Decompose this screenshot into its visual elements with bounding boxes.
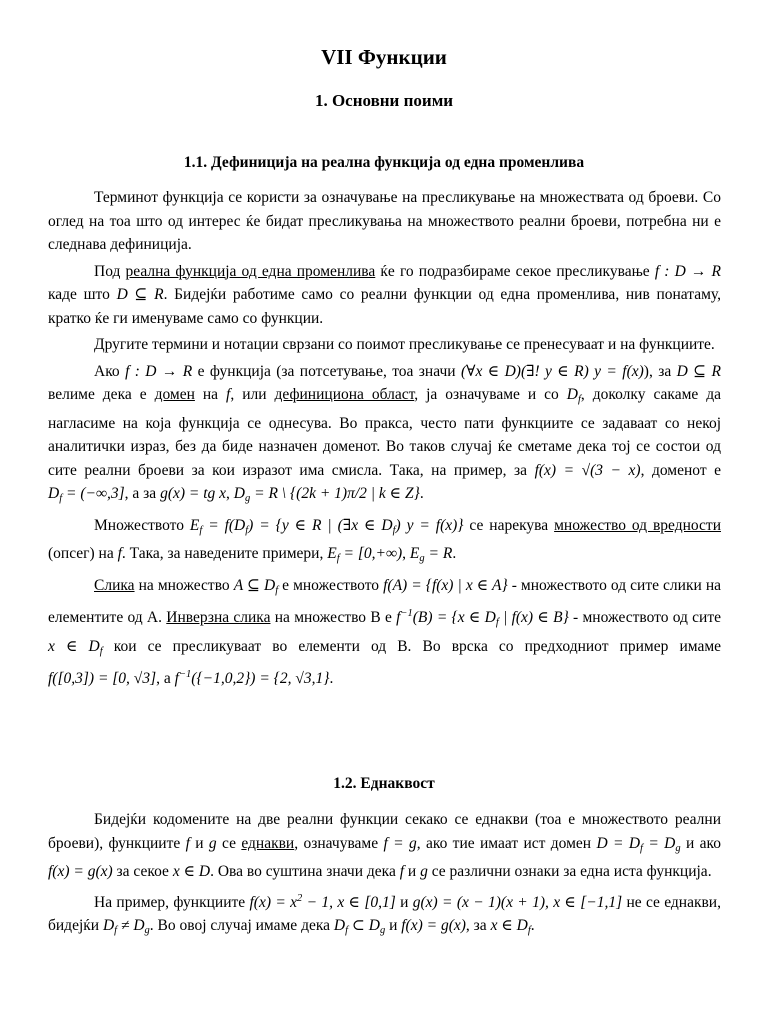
text-run: . Во овој случај имаме дека [149,917,334,934]
math-subscript: f [245,524,249,536]
math-symbol: ) y = f(x)} [395,516,464,534]
paragraph [48,887,721,943]
math-subscript: f [577,394,581,405]
math-subscript: g [144,925,150,936]
math-formula: g(x) = (x − 1)(x + 1), x ∈ [−1,1] [412,893,623,911]
math-formula: f([0,3]) = [0, √3] [48,670,157,687]
math-formula [103,917,150,934]
text-run: , [402,545,410,562]
math-formula: f(x) = g(x) [48,863,113,880]
math-formula: x ∈ D [172,863,211,880]
math-symbol: = D [642,834,676,852]
paragraph [48,574,721,691]
text-run: и [385,917,402,934]
math-subscript: f [99,645,103,657]
text-run: , [226,485,234,502]
math-formula: f [399,863,405,880]
text-run: , ја означуваме и со [414,386,567,403]
text-run: Ако [94,362,126,380]
math-formula [396,609,569,626]
math-symbol: A ⊆ D [233,576,276,594]
math-formula: f(x) = g(x) [401,917,466,934]
text-run: - множеството од сите слики на елементите од А. [48,576,721,626]
math-subscript: f [527,925,531,936]
text-run: ), за [643,362,677,380]
math-subscript: f [275,584,279,596]
math-symbol: ) = {y ∈ R | (∃x ∈ D [248,516,393,534]
math-formula [48,638,103,655]
math-symbol: − 1, x ∈ [0,1] [302,893,396,911]
math-subscript: f [336,553,340,564]
text-run: На пример, функциите [94,893,250,911]
math-symbol: | f(x) ∈ B} [498,609,569,626]
chapter-title: VII Функции [321,45,447,69]
text-run: . [419,485,424,502]
text-run: (опсег) на [48,545,118,562]
text-run: . Така, за наведените примери, [121,545,328,562]
term-image: Слика [94,576,135,594]
text-run: , а [156,670,175,687]
text-run: се нарекува [463,516,555,534]
paragraph: Другите термини и нотации сврзани со поимот пресликување се пренесуваат и на функциите. [94,336,715,353]
term-definition-area: дефинициона област [274,386,415,403]
math-subscript: f [59,493,63,504]
math-formula [491,917,531,934]
math-symbol: D [566,386,578,403]
math-formula [234,485,420,502]
section-title: 1. Основни поими [314,91,454,110]
text-run: и [189,834,209,852]
text-run: и [404,863,421,880]
math-formula [234,577,278,594]
term-equal: еднакви [241,834,295,852]
math-formula: g [420,863,428,880]
text-run: , доколку сакаме да нагласиме на која функција се однесува. Во пракса, често пати функциите се задаваат со некој аналитички израз, без да биде назначен доменот. Во таков случај ќе сметаме дека тој се состои од сите реални броеви за кои изразот има смисла. Така, на пример, за [48,386,722,479]
math-symbol: D = D [596,834,641,852]
math-symbol: E [409,545,420,562]
text-run: и ако [680,834,721,852]
text-run: на множество В е [270,609,397,626]
math-symbol: D [333,917,346,934]
math-formula: f : D → R [654,262,721,280]
math-subscript: f [199,524,203,536]
math-formula [334,917,385,934]
math-symbol: = R \ {(2k + 1)π/2 | k ∈ Z} [250,485,420,502]
text-run: на [194,386,227,403]
term-range: множество од вредности [554,516,721,534]
text-run: Под [94,262,126,280]
math-symbol: = R [424,545,453,562]
math-symbol: E [327,545,337,562]
math-superscript: 2 [297,892,303,904]
text-run: . Ова во суштина значи дека [210,863,400,880]
subsection-title-1-1: 1.1. Дефиниција на реална функција од една променлива [183,154,585,171]
math-symbol: f [174,670,179,687]
term-domain: домен [154,386,195,403]
math-formula [327,545,402,562]
math-symbol: D [233,485,245,502]
math-symbol: ⊂ D [348,917,380,934]
math-formula: f(x) = √(3 − x) [534,461,641,479]
math-symbol: (B) = {x ∈ D [412,609,496,626]
text-run: , или [230,386,275,403]
math-formula: g [208,834,217,852]
math-formula: g(x) = tg x [160,485,227,502]
text-run: каде што [48,286,117,303]
math-subscript: f [495,617,499,628]
math-symbol: f(x) = x [249,893,298,911]
text-run: на множество [134,576,234,594]
text-run: е множеството [278,576,384,594]
paragraph [48,260,721,331]
math-symbol: = f(D [202,516,246,534]
math-formula: f : D → R [125,362,193,380]
math-symbol: = (−∞,3] [62,485,125,502]
text-run: Бидејќи кодомените на две реални функции секако се еднакви (тоа е множеството реални броеви), функциите [48,811,721,852]
text-run: е функција (за потсетување, тоа значи [192,362,461,380]
math-symbol: ({−1,0,2}) = {2, √3,1} [191,670,330,687]
math-formula [175,670,330,687]
text-run: за секое [112,863,173,880]
text-run: . [452,545,457,562]
text-run: се [216,834,242,852]
text-run: не се еднакви, бидејќи [48,893,721,934]
paragraph [48,514,721,571]
math-formula: D ⊆ R [676,362,722,380]
math-formula: f = g [383,834,417,852]
paragraph [48,808,721,884]
math-formula [567,386,581,403]
math-symbol: f [396,609,401,626]
math-formula [410,545,452,562]
math-symbol: x ∈ D [48,637,100,655]
math-symbol: x ∈ D [490,917,528,934]
math-subscript: f [345,925,349,936]
math-formula: f [117,545,122,562]
math-formula: f(A) = {f(x) | x ∈ A} [383,576,508,594]
subsection-title-1-2: 1.2. Еднаквост [333,775,435,792]
math-symbol: D [102,917,115,934]
text-run: , а за [124,485,161,502]
math-formula: (∀x ∈ D)(∃! y ∈ R) y = f(x) [460,362,644,380]
paragraph [48,360,721,511]
text-run: се различни ознаки за една иста функција. [427,863,712,880]
text-run: велиме дека е [48,386,155,403]
math-subscript: g [675,842,681,854]
text-run: . Бидејќи работиме само со реални функции од една променлива, нив понатаму, кратко ќе ги именуваме само со функции. [48,286,721,327]
math-formula: f [226,386,231,403]
text-run: кои се пресликуваат во елементи од В. Во врска со предходниот пример имаме [102,637,722,655]
text-run: - множеството од сите [568,609,722,626]
paragraph: Терминот функција се користи за означување на пресликување на множествата од броеви. Со оглед на тоа што од интерес ќе бидат пресликувања на множеството реални броеви, потребна ни е следнава дефиниција. [48,189,721,253]
math-formula [190,517,464,534]
section-1-2-body [48,808,721,946]
math-subscript: f [114,925,118,936]
math-superscript: −1 [400,608,413,619]
math-subscript: f [640,842,643,854]
math-symbol: D [48,485,60,502]
text-run: . [329,670,334,687]
text-run: , означуваме [294,834,384,852]
text-run: , ако тие имаат ист домен [416,834,597,852]
math-symbol: E [189,516,200,534]
section-1-1-body [48,186,721,694]
math-formula: f [185,834,190,852]
math-formula [48,485,125,502]
text-run: . [530,917,535,934]
math-subscript: f [392,524,396,536]
math-symbol: = [0,+∞) [339,545,403,562]
math-subscript: g [379,925,386,936]
text-run: , за [465,917,491,934]
math-formula [596,835,680,852]
math-formula: D ⊆ R [116,286,164,303]
text-run: , доменот е [640,461,722,479]
math-subscript: g [419,553,425,564]
term-inverse-image: Инверзна слика [166,609,271,626]
text-run: Множеството [94,516,190,534]
math-formula [250,894,396,911]
math-subscript: g [245,493,251,504]
math-symbol: ≠ D [117,917,145,934]
text-run: ќе го подразбираме секое пресликување [375,262,655,280]
text-run: и [395,893,413,911]
math-superscript: −1 [178,669,192,680]
term-real-function: реална функција од една променлива [125,262,376,280]
